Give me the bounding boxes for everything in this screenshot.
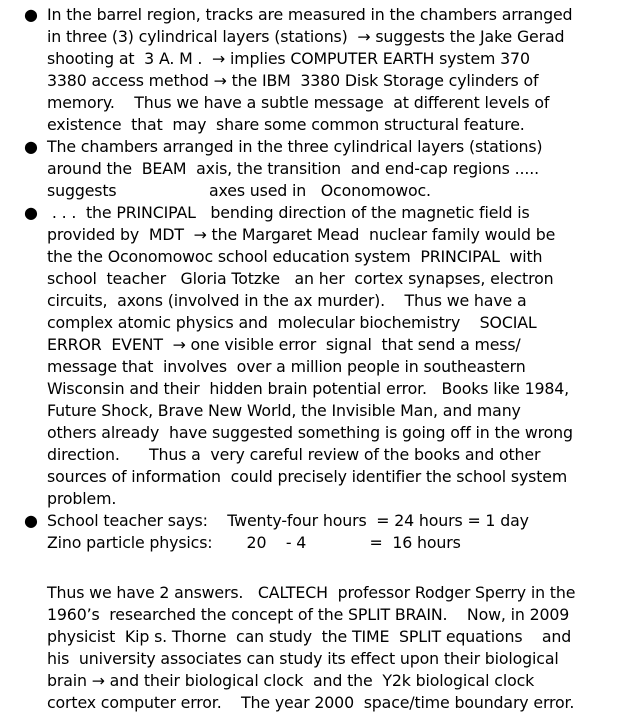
text-line: the the Oconomowoc school education system PRINCIPAL with bbox=[47, 247, 543, 266]
bullet-marker: ● bbox=[24, 203, 38, 222]
text-line: 3380 access method → the IBM 3380 Disk Storage cylinders of bbox=[47, 71, 539, 90]
bullet-marker: ● bbox=[24, 511, 38, 530]
text-line: around the BEAM axis, the transition and end-cap regions ..... bbox=[47, 159, 539, 178]
text-line: ERROR EVENT → one visible error signal that send a mess/ bbox=[47, 335, 521, 354]
text-line: memory. Thus we have a subtle message at different levels of bbox=[47, 93, 550, 112]
text-line: In the barrel region, tracks are measured in the chambers arranged bbox=[47, 5, 573, 24]
bullet-marker: ● bbox=[24, 5, 38, 24]
text-line: circuits, axons (involved in the ax murder). Thus we have a bbox=[47, 291, 527, 310]
bullet-marker: ● bbox=[24, 137, 38, 156]
bullet-item-principal bbox=[0, 202, 626, 510]
text-line: sources of information could precisely identifier the school system bbox=[47, 467, 568, 486]
text-line: school teacher Gloria Totzke an her cortex synapses, electron bbox=[47, 269, 554, 288]
text-line: direction. Thus a very careful review of the books and other bbox=[47, 445, 541, 464]
text-line: provided by MDT → the Margaret Mead nuclear family would be bbox=[47, 225, 556, 244]
bullet-item-barrel-region bbox=[0, 4, 626, 136]
closing-paragraph bbox=[47, 582, 575, 714]
bullet-item-chambers bbox=[0, 136, 626, 202]
text-line: physicist Kip s. Thorne can study the TIME SPLIT equations and bbox=[47, 627, 572, 646]
text-line: message that involves over a million people in southeastern bbox=[47, 357, 526, 376]
text-line: others already have suggested something is going off in the wrong bbox=[47, 423, 573, 442]
text-line: The chambers arranged in the three cylindrical layers (stations) bbox=[47, 137, 543, 156]
text-line: shooting at 3 A. M . → implies COMPUTER EARTH system 370 bbox=[47, 49, 530, 68]
text-line: 1960’s researched the concept of the SPLIT BRAIN. Now, in 2009 bbox=[47, 605, 570, 624]
text-line: suggests axes used in Oconomowoc. bbox=[47, 181, 431, 200]
bullet-item-teacher-says bbox=[0, 510, 626, 554]
text-line: Thus we have 2 answers. CALTECH professor Rodger Sperry in the bbox=[47, 583, 576, 602]
text-line: . . . the PRINCIPAL bending direction of the magnetic field is bbox=[47, 203, 530, 222]
text-line: existence that may share some common structural feature. bbox=[47, 115, 525, 134]
text-line: in three (3) cylindrical layers (stations) → suggests the Jake Gerad bbox=[47, 27, 565, 46]
text-line: cortex computer error. The year 2000 space/time boundary error. bbox=[47, 693, 575, 712]
text-line: Zino particle physics: 20 - 4 = 16 hours bbox=[47, 533, 461, 552]
text-line: Future Shock, Brave New World, the Invisible Man, and many bbox=[47, 401, 521, 420]
text-line: problem. bbox=[47, 489, 117, 508]
text-line: School teacher says: Twenty-four hours = 24 hours = 1 day bbox=[47, 511, 529, 530]
text-line: Wisconsin and their hidden brain potential error. Books like 1984, bbox=[47, 379, 570, 398]
text-line: brain → and their biological clock and the Y2k biological clock bbox=[47, 671, 535, 690]
text-line: his university associates can study its effect upon their biological bbox=[47, 649, 559, 668]
text-line: complex atomic physics and molecular biochemistry SOCIAL bbox=[47, 313, 537, 332]
